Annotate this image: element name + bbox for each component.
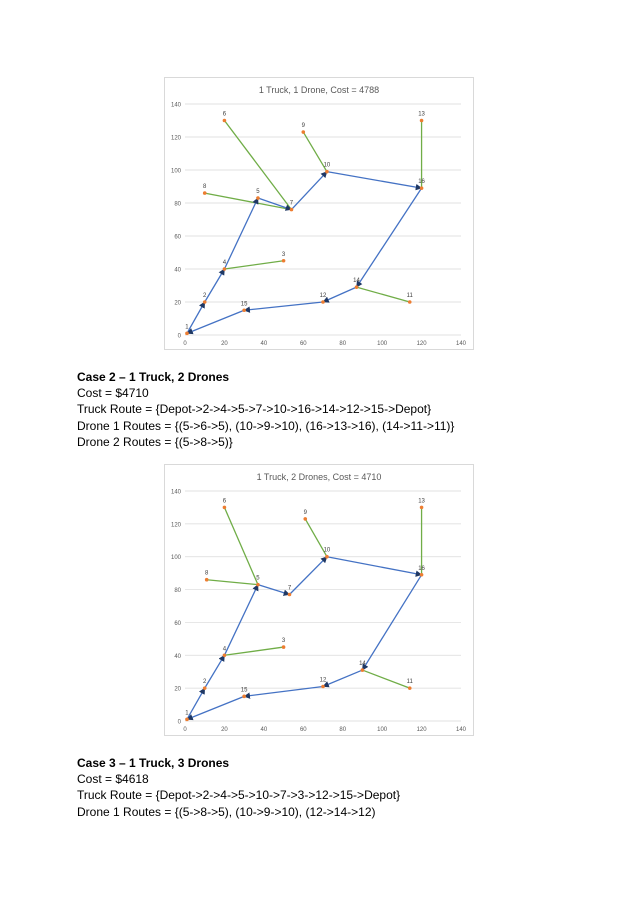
x-tick-label: 20 (221, 341, 228, 347)
node-point-10 (325, 555, 329, 559)
case-2-heading: Case 2 – 1 Truck, 2 Drones (77, 370, 230, 384)
drone-route-line (205, 193, 292, 210)
node-label-15: 15 (240, 687, 248, 694)
node-label-12: 12 (319, 677, 327, 684)
node-label-14: 14 (359, 661, 366, 668)
truck-route-segment (244, 302, 323, 310)
node-label-1: 1 (185, 324, 189, 331)
node-label-14: 14 (353, 278, 360, 285)
node-point-1 (185, 332, 189, 336)
y-tick-label: 60 (174, 234, 181, 241)
y-tick-label: 20 (174, 300, 181, 307)
node-label-9: 9 (303, 509, 307, 516)
chart-1-svg (165, 78, 473, 349)
node-point-2 (203, 300, 207, 304)
node-point-12 (321, 685, 325, 689)
node-point-7 (290, 208, 294, 212)
node-point-2 (203, 686, 207, 690)
x-tick-label: 20 (221, 727, 228, 733)
case-3-truck-route: Truck Route = {Depot->2->4->5->10->7->3->12->15->Depot} (77, 788, 401, 803)
truck-route-segment (224, 585, 258, 656)
y-tick-label: 120 (170, 522, 181, 529)
node-label-13: 13 (418, 498, 425, 505)
truck-route-segment (224, 198, 258, 269)
y-tick-label: 100 (170, 555, 181, 562)
x-tick-label: 60 (299, 727, 307, 733)
node-label-9: 9 (301, 123, 305, 130)
truck-route-segment (205, 269, 225, 302)
node-label-10: 10 (323, 547, 331, 554)
node-label-10: 10 (323, 162, 331, 169)
node-point-12 (321, 300, 325, 304)
truck-route-segment (291, 172, 326, 210)
node-point-10 (325, 170, 329, 174)
drone-route-line (362, 670, 409, 688)
node-label-5: 5 (256, 575, 260, 582)
truck-route-segment (327, 172, 422, 189)
case-2-truck-route: Truck Route = {Depot->2->4->5->7->10->16->14->12->15->Depot} (77, 402, 432, 417)
node-label-1: 1 (185, 710, 189, 717)
node-label-3: 3 (281, 638, 286, 645)
node-point-6 (223, 119, 227, 123)
y-tick-label: 20 (174, 686, 181, 693)
node-point-9 (303, 517, 307, 521)
drone-route-line (224, 507, 258, 584)
case-2-text (77, 369, 454, 450)
node-label-4: 4 (222, 260, 227, 266)
x-tick-label: 0 (183, 727, 187, 733)
node-label-11: 11 (406, 679, 413, 686)
y-tick-label: 80 (174, 201, 181, 208)
truck-route-segment (323, 670, 362, 686)
node-label-6: 6 (222, 498, 227, 505)
y-tick-label: 60 (174, 620, 181, 627)
drone-route-line (224, 261, 283, 269)
node-point-14 (355, 285, 359, 289)
chart-2-svg (165, 465, 473, 735)
y-tick-label: 0 (177, 719, 181, 726)
y-tick-label: 40 (174, 653, 181, 660)
chart-1 (164, 77, 474, 350)
case-3-heading: Case 3 – 1 Truck, 3 Drones (77, 756, 230, 770)
node-point-8 (205, 578, 209, 582)
node-label-16: 16 (418, 179, 425, 186)
chart-title: 1 Truck, 1 Drone, Cost = 4788 (258, 85, 380, 95)
node-point-4 (223, 653, 227, 657)
node-label-7: 7 (287, 585, 292, 592)
y-tick-label: 140 (170, 102, 181, 109)
node-label-4: 4 (222, 646, 227, 653)
drone-route-line (357, 287, 410, 302)
node-label-16: 16 (418, 565, 425, 572)
case-2-cost: Cost = $4710 (77, 386, 149, 401)
node-point-7 (288, 593, 292, 597)
x-tick-label: 120 (416, 727, 427, 733)
node-point-16 (420, 573, 424, 577)
node-point-8 (203, 191, 207, 195)
node-label-2: 2 (203, 293, 207, 299)
node-label-8: 8 (205, 570, 209, 577)
node-point-16 (420, 186, 424, 190)
drone-route-line (224, 647, 283, 655)
x-tick-label: 120 (416, 341, 427, 347)
x-tick-label: 140 (455, 727, 467, 733)
drone-route-line (207, 580, 258, 585)
chart-2 (164, 464, 474, 736)
truck-route-segment (323, 287, 357, 302)
node-label-13: 13 (418, 111, 425, 118)
node-label-5: 5 (256, 189, 260, 196)
node-point-1 (185, 718, 189, 722)
truck-route-segment (187, 310, 244, 333)
node-point-15 (242, 308, 246, 312)
truck-route-segment (187, 302, 205, 333)
x-tick-label: 80 (339, 727, 347, 733)
case-2-drone-2-routes: Drone 2 Routes = {(5->8->5)} (77, 434, 233, 449)
node-point-9 (301, 130, 305, 134)
truck-route-segment (205, 655, 225, 688)
node-point-4 (223, 267, 227, 271)
node-label-8: 8 (203, 184, 207, 191)
truck-route-segment (187, 696, 244, 719)
x-tick-label: 100 (377, 341, 388, 347)
node-point-13 (420, 119, 424, 123)
drone-route-line (224, 121, 291, 210)
node-point-15 (242, 695, 246, 699)
node-point-3 (282, 259, 286, 263)
node-label-7: 7 (289, 200, 294, 207)
node-point-5 (256, 196, 260, 200)
node-point-11 (408, 300, 412, 304)
node-point-13 (420, 506, 424, 510)
y-tick-label: 0 (177, 333, 181, 340)
truck-route-segment (327, 557, 422, 575)
y-tick-label: 40 (174, 267, 181, 274)
chart-title: 1 Truck, 2 Drones, Cost = 4710 (256, 472, 382, 482)
y-tick-label: 120 (170, 135, 181, 142)
node-label-2: 2 (203, 679, 207, 686)
case-3-text (77, 755, 400, 820)
case-3-cost: Cost = $4618 (77, 772, 149, 787)
y-tick-label: 140 (170, 489, 181, 496)
node-point-6 (223, 506, 227, 510)
truck-route-segment (187, 688, 205, 719)
x-tick-label: 40 (260, 727, 268, 733)
node-point-14 (361, 668, 365, 672)
node-label-12: 12 (319, 293, 327, 299)
case-2-drone-1-routes: Drone 1 Routes = {(5->6->5), (10->9->10), (16->13->16), (14->11->11)} (77, 418, 455, 433)
y-tick-label: 80 (174, 588, 181, 595)
x-tick-label: 80 (339, 341, 347, 347)
x-tick-label: 60 (299, 341, 307, 347)
x-tick-label: 40 (260, 341, 268, 347)
truck-route-segment (289, 557, 326, 595)
node-label-15: 15 (240, 301, 248, 308)
node-point-3 (282, 645, 286, 649)
node-point-5 (256, 583, 260, 587)
case-3-drone-1-routes: Drone 1 Routes = {(5->8->5), (10->9->10), (12->14->12) (77, 804, 376, 819)
x-tick-label: 100 (377, 727, 388, 733)
node-point-11 (408, 686, 412, 690)
node-label-3: 3 (281, 251, 286, 258)
node-label-6: 6 (222, 111, 227, 118)
y-tick-label: 100 (170, 168, 181, 175)
x-tick-label: 140 (455, 341, 467, 347)
node-label-11: 11 (406, 293, 413, 299)
x-tick-label: 0 (183, 341, 187, 347)
